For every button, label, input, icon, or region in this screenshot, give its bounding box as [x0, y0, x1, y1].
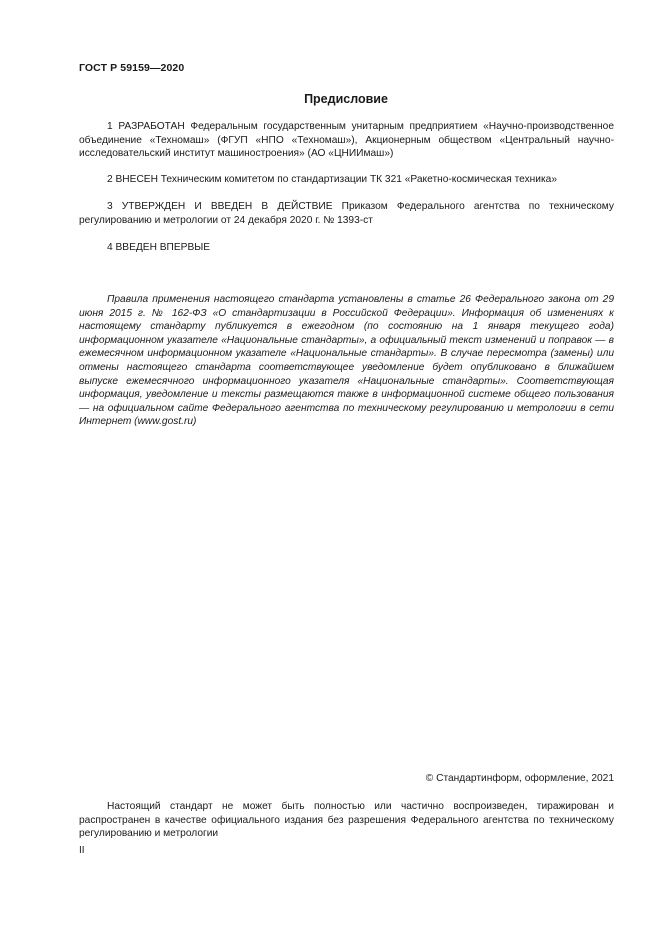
reproduction-restriction-text: Настоящий стандарт не может быть полностью или частично воспроизведен, тиражирован и распространен в качестве официального издания без разрешения Федерального агентства по техническому регулированию и метрологии	[79, 801, 614, 839]
page-title: Предисловие	[304, 92, 388, 106]
application-rules-notice: Правила применения настоящего стандарта установлены в статье 26 Федерального закона от 29 июня 2015 г. № 162-ФЗ «О стандартизации в Российской Федерации». Информация об изменениях к настоящему стандарту публикуется в ежегодном (по состоянию на 1 января текущего года) информационном указателе «Национальные стандарты», а официальный текст изменений и поправок — в ежемесячном информационном указателе «Национальные стандарты». В случае пересмотра (замены) или отмены настоящего стандарта соответствующее уведомление будет опубликовано в ближайшем выпуске ежемесячного информационного указателя «Национальные стандарты». Соответствующая информация, уведомление и тексты размещаются также в информационной системе общего пользования — на официальном сайте Федерального агентства по техническому регулированию и метрологии в сети Интернет (www.gost.ru)	[79, 294, 614, 428]
foreword-item-4: 4 ВВЕДЕН ВПЕРВЫЕ	[107, 242, 211, 253]
document-code: ГОСТ Р 59159—2020	[79, 62, 185, 74]
page-number: II	[79, 845, 85, 856]
copyright-line: © Стандартинформ, оформление, 2021	[425, 773, 614, 784]
foreword-item-3: 3 УТВЕРЖДЕН И ВВЕДЕН В ДЕЙСТВИЕ Приказом Федерального агентства по техническому регулированию и метрологии от 24 декабря 2020 г. № 1393-ст	[79, 201, 614, 226]
foreword-item-2: 2 ВНЕСЕН Техническим комитетом по стандартизации ТК 321 «Ракетно-космическая техника»	[107, 174, 557, 185]
foreword-item-1: 1 РАЗРАБОТАН Федеральным государственным унитарным предприятием «Научно-производственное объединение «Техномаш» (ФГУП «НПО «Техномаш»), Акционерным обществом «Центральный научно-исследовательский институт машиностроения» (АО «ЦНИИмаш»)	[79, 121, 614, 159]
